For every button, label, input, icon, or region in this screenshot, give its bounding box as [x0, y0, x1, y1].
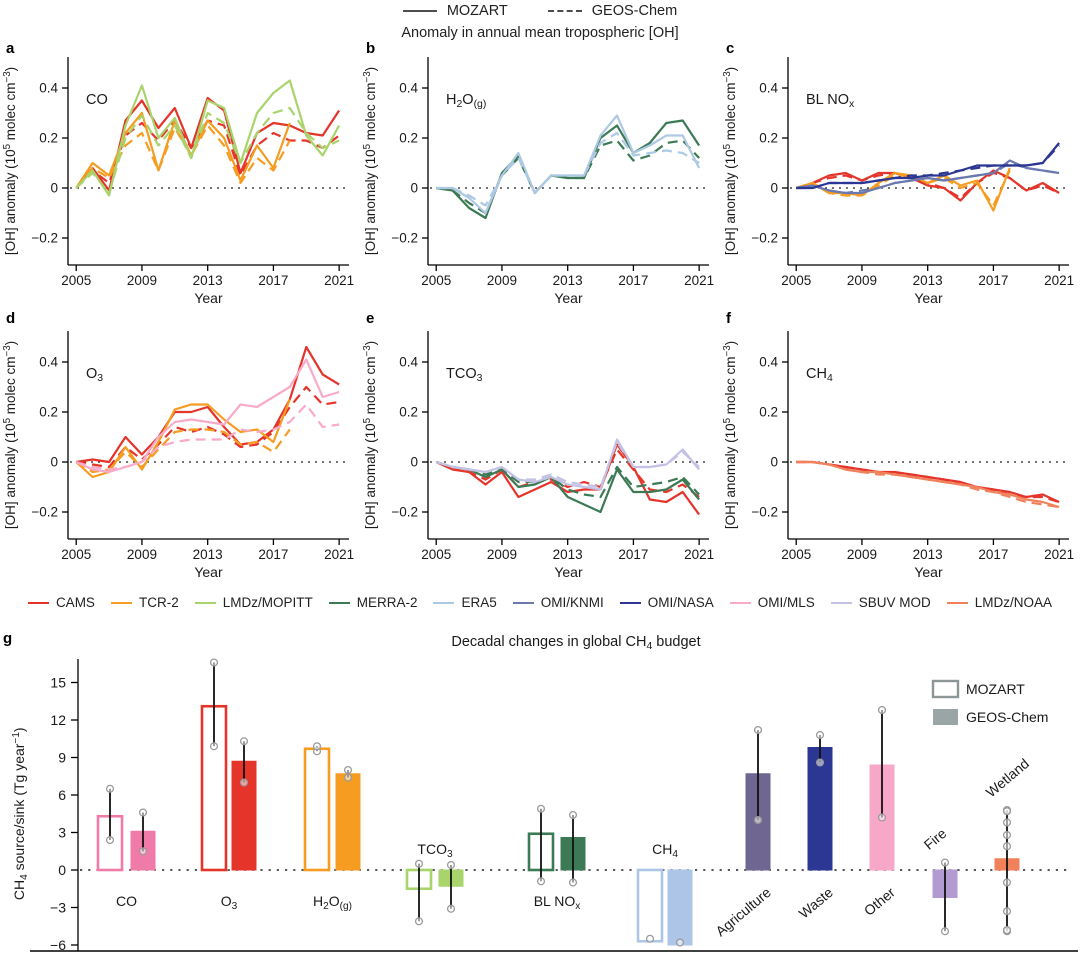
dataset-legend-label: OMI/MLS	[757, 595, 815, 610]
y-tick-label: −0.2	[751, 230, 778, 246]
x-axis-label: Year	[554, 290, 583, 306]
x-tick-label: 2013	[552, 273, 583, 288]
bar-chart-title: Decadal changes in global $CH_4$ budget	[451, 634, 701, 652]
e-SBUV MOD-GEOS-Chem-line	[436, 442, 699, 487]
error-dot	[211, 659, 218, 666]
y-tick-label: −0.2	[31, 504, 58, 520]
x-tick-label: 2005	[61, 547, 92, 562]
x-axis-label: Year	[914, 564, 943, 580]
y-tick-label: 0	[770, 454, 778, 470]
error-dot	[241, 738, 248, 745]
error-dot	[345, 767, 352, 774]
group-label: $CH_4$	[652, 841, 678, 860]
error-dot	[879, 814, 886, 821]
panel-b	[360, 42, 720, 308]
y-tick-label: 3	[58, 824, 66, 841]
bar-5-GEOS-Chem	[668, 870, 692, 945]
error-dot	[1004, 843, 1011, 850]
panel-a-plot	[0, 42, 360, 308]
d-OMI/MLS-GEOS-Chem-line	[76, 405, 339, 470]
y-tick-label: 0.2	[39, 130, 58, 146]
y-axis-label: [OH] anomaly ($10^5$ molec $cm^{-3}$)	[2, 340, 18, 530]
color-swatch	[329, 602, 350, 604]
error-dot	[942, 859, 949, 866]
error-dot	[817, 759, 824, 766]
color-swatch	[433, 602, 454, 604]
y-tick-label: −6	[50, 937, 66, 953]
error-dot	[1004, 879, 1011, 886]
y-tick-label: 0.4	[399, 80, 418, 96]
x-tick-label: 2005	[421, 273, 452, 288]
d-CAMS-GEOS-Chem-line	[76, 387, 339, 467]
y-tick-label: 0.4	[39, 80, 58, 96]
error-dot	[345, 774, 352, 781]
y-tick-label: 0	[410, 454, 418, 470]
x-tick-label: 2009	[126, 273, 157, 288]
legend-swatch-mozart	[933, 681, 958, 697]
y-axis-label: [OH] anomaly ($10^5$ molec $cm^{-3}$)	[722, 340, 738, 530]
panel-d-variable-label: $O_3$	[86, 366, 104, 384]
group-label: BL $NO_x$	[533, 893, 581, 912]
error-dot	[1004, 927, 1011, 934]
y-tick-label: 0	[410, 180, 418, 196]
panel-letter-g: g	[3, 630, 13, 647]
x-tick-label: 2013	[912, 273, 943, 288]
dataset-legend-label: OMI/NASA	[647, 595, 714, 610]
error-dot	[314, 743, 321, 750]
group-label: $TCO_3$	[417, 841, 453, 860]
dataset-legend-item-LMDz/MOPITT	[195, 595, 313, 610]
dataset-legend-label: ERA5	[461, 595, 497, 610]
y-axis-label: [OH] anomaly ($10^5$ molec $cm^{-3}$)	[722, 66, 738, 256]
color-swatch	[730, 602, 751, 604]
panel-g-plot	[0, 629, 1080, 959]
x-axis-label: Year	[914, 290, 943, 306]
panel-f-plot	[720, 316, 1080, 582]
model-legend	[0, 3, 1080, 19]
e-CAMS-MOZART-line	[436, 445, 699, 515]
panel-letter-b: b	[366, 40, 376, 57]
dataset-legend-item-OMI/NASA	[620, 595, 714, 610]
legend-swatch-geoschem	[933, 709, 958, 725]
y-axis-label: [OH] anomaly ($10^5$ molec $cm^{-3}$)	[362, 340, 378, 530]
y-tick-label: −0.2	[31, 230, 58, 246]
panel-e	[360, 316, 720, 582]
error-dot	[140, 848, 147, 855]
y-tick-label: −0.2	[391, 504, 418, 520]
x-axis-label: Year	[554, 564, 583, 580]
y-tick-label: 0	[50, 180, 58, 196]
error-dot	[1004, 808, 1011, 815]
x-tick-label: 2021	[684, 547, 715, 562]
model-legend-item-MOZART	[403, 3, 508, 19]
solid-line-swatch	[403, 10, 437, 12]
model-legend-label: MOZART	[446, 3, 508, 19]
x-tick-label: 2005	[781, 273, 812, 288]
panel-d-plot	[0, 316, 360, 582]
error-dot	[416, 918, 423, 925]
panel-f	[720, 316, 1080, 582]
panel-c-plot	[720, 42, 1080, 308]
x-tick-label: 2021	[324, 547, 355, 562]
x-tick-label: 2021	[1044, 547, 1075, 562]
y-tick-label: 0	[58, 862, 66, 878]
panel-e-variable-label: $TCO_3$	[446, 366, 483, 384]
y-tick-label: 0.2	[399, 404, 418, 420]
x-tick-label: 2009	[486, 547, 517, 562]
figure-title: Anomaly in annual mean tropospheric [OH]	[401, 25, 679, 41]
dataset-legend-item-ERA5	[433, 595, 496, 610]
y-axis-label: [OH] anomaly ($10^5$ molec $cm^{-3}$)	[2, 66, 18, 256]
error-dot	[538, 805, 545, 812]
error-dot	[241, 779, 248, 786]
panel-c	[720, 42, 1080, 308]
y-tick-label: 0.2	[759, 404, 778, 420]
error-dot	[570, 812, 577, 819]
y-tick-label: 0.4	[399, 354, 418, 370]
panel-e-plot	[360, 316, 720, 582]
error-dot	[416, 860, 423, 867]
dataset-legend-label: OMI/KNMI	[540, 595, 604, 610]
color-swatch	[195, 602, 216, 604]
dataset-legend-label: MERRA-2	[356, 595, 418, 610]
y-tick-label: 0.2	[399, 130, 418, 146]
error-dot	[1004, 908, 1011, 915]
panel-a-variable-label: CO	[86, 92, 108, 108]
y-tick-label: 0	[50, 454, 58, 470]
color-swatch	[28, 602, 49, 604]
error-dot	[817, 732, 824, 739]
x-tick-label: 2009	[846, 547, 877, 562]
panel-letter-f: f	[726, 310, 731, 327]
y-tick-label: 15	[50, 674, 66, 691]
error-dot	[448, 862, 455, 869]
a-TCR-2-MOZART-line	[76, 113, 290, 188]
x-tick-label: 2013	[912, 547, 943, 562]
error-dot	[107, 837, 114, 844]
x-tick-label: 2017	[258, 273, 289, 288]
y-tick-label: 0	[770, 180, 778, 196]
x-tick-label: 2021	[1044, 273, 1075, 288]
f-CAMS-GEOS-Chem-line	[796, 462, 1059, 502]
color-swatch	[620, 602, 641, 604]
error-dot	[448, 905, 455, 912]
y-tick-label: 0.2	[39, 404, 58, 420]
x-axis-label: Year	[194, 564, 223, 580]
error-dot	[140, 809, 147, 816]
x-axis-label: Year	[194, 290, 223, 306]
y-tick-label: 0.4	[759, 354, 778, 370]
d-OMI/MLS-MOZART-line	[76, 360, 339, 473]
x-tick-label: 2021	[684, 273, 715, 288]
error-dot	[1004, 832, 1011, 839]
x-tick-label: 2009	[126, 547, 157, 562]
y-tick-label: 0.2	[759, 130, 778, 146]
x-tick-label: 2017	[978, 547, 1009, 562]
panel-letter-e: e	[366, 310, 375, 327]
dataset-legend-item-SBUV MOD	[831, 595, 931, 610]
f-LMDz/NOAA-GEOS-Chem-line	[796, 462, 1059, 507]
b-ERA5-GEOS-Chem-line	[436, 133, 699, 206]
group-label: Agriculture	[712, 884, 774, 940]
color-swatch	[947, 602, 968, 604]
model-legend-item-GEOS-Chem	[548, 3, 677, 19]
dataset-legend-item-TCR-2	[111, 595, 179, 610]
color-swatch	[111, 602, 132, 604]
x-tick-label: 2009	[846, 273, 877, 288]
bar-5-MOZART	[638, 870, 662, 941]
y-axis-label: [OH] anomaly ($10^5$ molec $cm^{-3}$)	[362, 66, 378, 256]
y-tick-label: 0.4	[759, 80, 778, 96]
x-tick-label: 2005	[781, 547, 812, 562]
x-tick-label: 2017	[258, 547, 289, 562]
error-dot	[879, 707, 886, 714]
error-dot	[755, 727, 762, 734]
panel-b-plot	[360, 42, 720, 308]
group-label: Fire	[920, 825, 950, 853]
group-label: CO	[116, 893, 137, 909]
dataset-legend-label: CAMS	[55, 595, 95, 610]
group-label: Wetland	[982, 755, 1033, 801]
error-dot	[755, 817, 762, 824]
group-label: Other	[860, 884, 898, 919]
panel-a	[0, 42, 360, 308]
dataset-legend-label: SBUV MOD	[858, 595, 931, 610]
dataset-legend-item-OMI/MLS	[730, 595, 815, 610]
error-dot	[538, 878, 545, 885]
group-label: $H_2O_{(g)}$	[313, 893, 352, 912]
group-label: $O_3$	[220, 893, 238, 912]
y-tick-label: 12	[50, 712, 66, 728]
x-tick-label: 2017	[618, 547, 649, 562]
model-legend-label: GEOS-Chem	[591, 3, 678, 19]
x-tick-label: 2017	[978, 273, 1009, 288]
bar-2-GEOS-Chem	[336, 774, 360, 870]
panel-letter-a: a	[6, 40, 15, 57]
error-dot	[942, 928, 949, 935]
panel-b-variable-label: $H_2O_{(g)}$	[446, 92, 487, 110]
x-tick-label: 2005	[61, 273, 92, 288]
y-axis-label: $CH_4$ source/sink (Tg year$^{-1}$)	[11, 727, 30, 901]
x-tick-label: 2013	[552, 547, 583, 562]
x-tick-label: 2021	[324, 273, 355, 288]
legend-label-mozart: MOZART	[966, 681, 1025, 697]
dataset-legend-item-CAMS	[28, 595, 95, 610]
panel-letter-c: c	[726, 40, 735, 57]
dataset-legend-label: TCR-2	[138, 595, 179, 610]
panel-c-variable-label: BL $NO_x$	[806, 92, 855, 110]
dataset-legend-item-LMDz/NOAA	[947, 595, 1052, 610]
x-tick-label: 2009	[486, 273, 517, 288]
panel-f-variable-label: $CH_4$	[806, 366, 833, 384]
y-tick-label: 9	[58, 749, 66, 766]
error-dot	[1004, 819, 1011, 826]
dataset-legend-label: LMDz/MOPITT	[222, 595, 313, 610]
group-label: Waste	[795, 884, 836, 922]
error-dot	[570, 879, 577, 886]
legend-label-geoschem: GEOS-Chem	[966, 709, 1049, 725]
error-dot	[677, 939, 684, 946]
panel-letter-d: d	[6, 310, 16, 327]
y-tick-label: 0.4	[39, 354, 58, 370]
error-dot	[107, 785, 114, 792]
dataset-legend-label: LMDz/NOAA	[974, 595, 1053, 610]
error-dot	[647, 935, 654, 942]
dataset-legend	[0, 595, 1080, 610]
y-tick-label: 6	[58, 787, 66, 803]
panel-d	[0, 316, 360, 582]
x-tick-label: 2005	[421, 547, 452, 562]
x-tick-label: 2013	[192, 273, 223, 288]
d-TCR-2-GEOS-Chem-line	[76, 430, 290, 473]
color-swatch	[513, 602, 534, 604]
y-tick-label: −3	[50, 899, 66, 916]
panel-g	[0, 629, 1080, 959]
y-tick-label: −0.2	[391, 230, 418, 246]
b-MERRA-2-GEOS-Chem-line	[436, 141, 699, 214]
dashed-line-swatch	[548, 10, 582, 12]
color-swatch	[831, 602, 852, 604]
dataset-legend-item-MERRA-2	[329, 595, 418, 610]
y-tick-label: −0.2	[751, 504, 778, 520]
x-tick-label: 2013	[192, 547, 223, 562]
x-tick-label: 2017	[618, 273, 649, 288]
bar-2-MOZART	[305, 749, 329, 870]
dataset-legend-item-OMI/KNMI	[513, 595, 604, 610]
error-dot	[211, 743, 218, 750]
